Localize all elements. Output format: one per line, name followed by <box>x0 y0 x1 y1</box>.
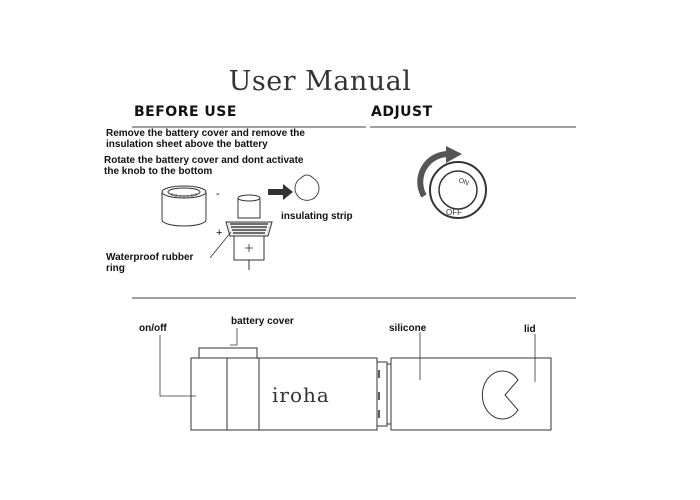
battery-post-drawing <box>226 195 272 270</box>
step1-line1: Remove the battery cover and remove the <box>106 128 305 139</box>
device-drawing <box>191 348 551 430</box>
page-title: User Manual <box>228 66 412 97</box>
on-off-label: on/off <box>139 323 167 334</box>
battery-cover-label: battery cover <box>231 316 294 327</box>
arrow-right-icon <box>268 184 293 200</box>
brand-logo-text: iroha <box>272 383 330 407</box>
waterproof-leader-line <box>210 232 231 258</box>
rotate-arrow-icon <box>446 146 462 163</box>
battery-cover-section <box>227 358 259 430</box>
knob-off-text: OFF <box>446 208 462 217</box>
step2-line2: the knob to the bottom <box>104 166 213 177</box>
before-use-heading: BEFORE USE <box>134 104 237 120</box>
step1-line2: insulation sheet above the battery <box>106 139 268 150</box>
waterproof-line1: Waterproof rubber <box>106 252 194 263</box>
step2-line1: Rotate the battery cover and dont activate <box>104 155 304 166</box>
plus-sign: + <box>216 227 223 239</box>
lid-label: lid <box>524 324 536 335</box>
battery-cover-drawing <box>162 186 206 226</box>
minus-sign: - <box>216 188 220 200</box>
insulating-strip-label: insulating strip <box>281 211 353 222</box>
adjust-knob-drawing <box>420 146 486 218</box>
insulating-strip-drawing <box>295 175 319 200</box>
silicone-label: silicone <box>389 323 427 334</box>
waterproof-line2: ring <box>106 263 125 274</box>
device-lid <box>391 358 551 430</box>
knob-on-text: ON <box>457 177 470 188</box>
adjust-heading: ADJUST <box>371 104 433 120</box>
